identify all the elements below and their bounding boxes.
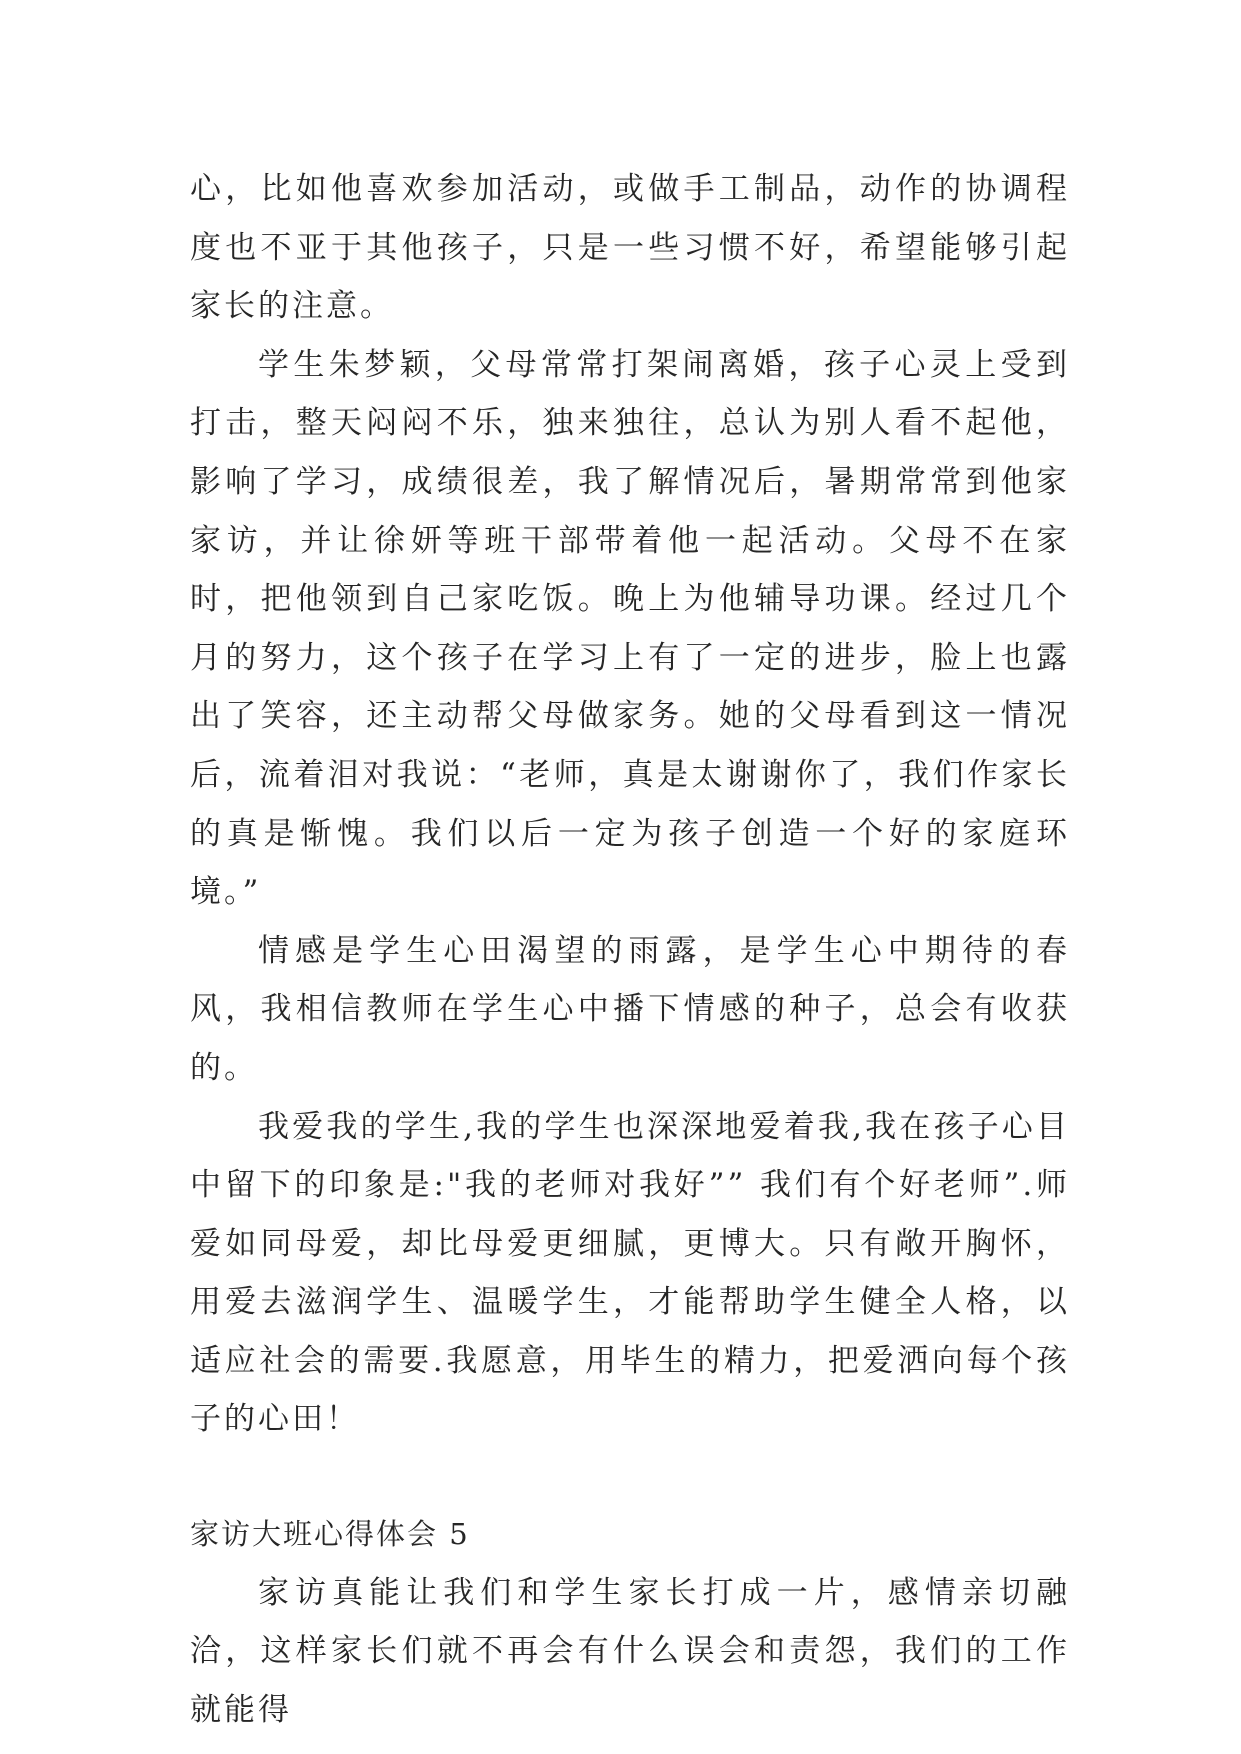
paragraph: 学生朱梦颖，父母常常打架闹离婚，孩子心灵上受到打击，整天闷闷不乐，独来独往，总认为别人看不起他，影响了学习，成绩很差，我了解情况后，暑期常常到他家家访，并让徐妍等班干部带着他一起活动。父母不在家时，把他领到自己家吃饭。晚上为他辅导功课。经过几个月的努力，这个孩子在学习上有了一定的进步，脸上也露出了笑容，还主动帮父母做家务。她的父母看到这一情况后，流着泪对我说：“老师，真是太谢谢你了，我们作家长的真是惭愧。我们以后一定为孩子创造一个好的家庭环境。” [190,346,1070,911]
paragraph: 我爱我的学生,我的学生也深深地爱着我,我在孩子心目中留下的印象是:"我的老师对我好”” 我们有个好老师”.师爱如同母爱，却比母爱更细腻，更博大。只有敞开胸怀，用爱去滋润学生、温暖学生，才能帮助学生健全人格，以适应社会的需要.我愿意，用毕生的精力，把爱洒向每个孩子的心田！ [190,1108,1070,1438]
section-heading: 家访大班心得体会 5 [190,1517,470,1552]
paragraph: 情感是学生心田渴望的雨露，是学生心中期待的春风，我相信教师在学生心中播下情感的种子，总会有收获的。 [190,932,1070,1086]
paragraph: 家访真能让我们和学生家长打成一片，感情亲切融洽，这样家长们就不再会有什么误会和责怨，我们的工作就能得 [190,1574,1070,1728]
paragraph: 心，比如他喜欢参加活动，或做手工制品，动作的协调程度也不亚于其他孩子，只是一些习惯不好，希望能够引起家长的注意。 [190,171,1070,325]
document-body [190,160,1070,1739]
